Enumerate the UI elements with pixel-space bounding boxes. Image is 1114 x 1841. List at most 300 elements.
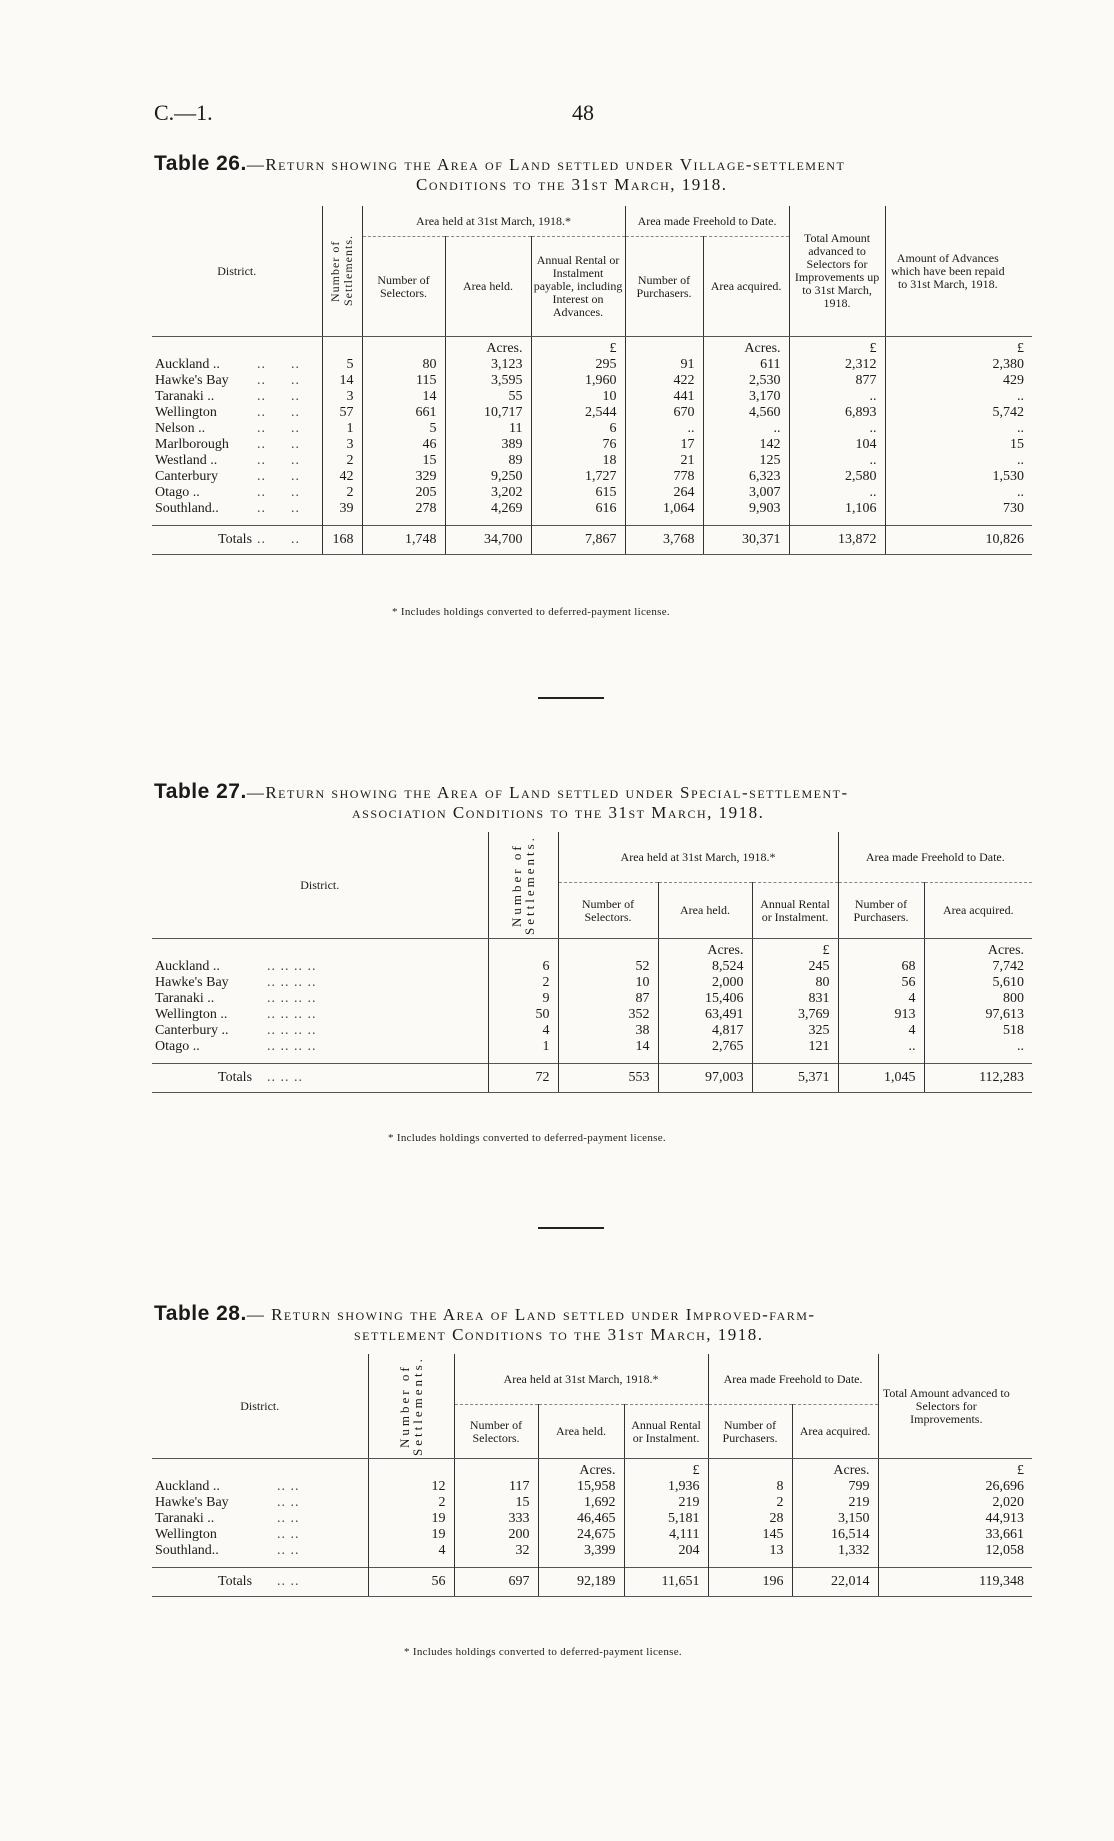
table-row [152, 1039, 1032, 1055]
unit-pounds: £ [885, 337, 1032, 358]
district-name: Canterbury [155, 469, 218, 484]
table-cell: 19 [368, 1511, 454, 1527]
table26-body [152, 337, 1032, 555]
table-cell: 352 [558, 1007, 658, 1023]
table-cell: 3 [322, 437, 362, 453]
district-name: Wellington .. [155, 1007, 228, 1022]
table27-totals-row [152, 1064, 1032, 1093]
table-cell: 8,524 [658, 959, 752, 975]
unit-acres: Acres. [445, 337, 531, 358]
table-cell: 2,312 [789, 357, 885, 373]
table-cell: 11 [445, 421, 531, 437]
table-cell: .. [789, 389, 885, 405]
leader-dots: .. [291, 405, 300, 420]
leader-dots: .. .. .. .. [267, 1039, 317, 1054]
table28-area-acquired-header: Area acquired. [792, 1405, 878, 1459]
table28-area-held-group: Area held at 31st March, 1918.* [454, 1354, 708, 1405]
table28-header-row1 [152, 1354, 1032, 1405]
table-cell: 15 [362, 453, 445, 469]
table-cell: 56 [838, 975, 924, 991]
table-row [152, 501, 1032, 517]
table-cell: 5 [322, 357, 362, 373]
table-cell: 3,769 [752, 1007, 838, 1023]
table-cell: 518 [924, 1023, 1032, 1039]
table-cell: 30,371 [703, 526, 789, 555]
leader-dots: .. .. .. .. [267, 959, 317, 974]
table-cell: 219 [792, 1495, 878, 1511]
table-cell: 4,560 [703, 405, 789, 421]
table-cell: 22,014 [792, 1568, 878, 1597]
table26-freehold-group: Area made Freehold to Date. [625, 206, 789, 237]
table-cell: 57 [322, 405, 362, 421]
table-cell: 441 [625, 389, 703, 405]
table28-freehold-group: Area made Freehold to Date. [708, 1354, 878, 1405]
table-cell: 799 [792, 1479, 878, 1495]
table-cell: .. [885, 389, 1032, 405]
table28-district-header: District. [152, 1354, 368, 1459]
table-cell: 5,742 [885, 405, 1032, 421]
table-row [152, 389, 1032, 405]
leader-dots: .. [288, 526, 322, 555]
table-cell: 422 [625, 373, 703, 389]
unit-pounds: £ [789, 337, 885, 358]
table-cell: 76 [531, 437, 625, 453]
table-cell: 3,150 [792, 1511, 878, 1527]
table26-title-line1: —Return showing the Area of Land settled under Village-settlement [246, 155, 846, 174]
table-cell: .. [885, 421, 1032, 437]
table-row [152, 453, 1032, 469]
table-cell: 3,595 [445, 373, 531, 389]
table-cell: 877 [789, 373, 885, 389]
table-cell: .. [703, 421, 789, 437]
table-cell: 14 [362, 389, 445, 405]
table-cell: 553 [558, 1064, 658, 1093]
table-cell: 6,893 [789, 405, 885, 421]
leader-dots: .. .. [277, 1527, 300, 1542]
table-cell: 2 [322, 453, 362, 469]
table26-area-acquired-header: Area acquired. [703, 237, 789, 337]
table-cell: 1,692 [538, 1495, 624, 1511]
table26-purchasers-header: Number of Purchasers. [625, 237, 703, 337]
table-cell: .. [789, 453, 885, 469]
table28-selectors-header: Number of Selectors. [454, 1405, 538, 1459]
table-row [152, 437, 1032, 453]
leader-dots: .. .. [277, 1511, 300, 1526]
district-name: Canterbury .. [155, 1023, 229, 1038]
table-row [152, 421, 1032, 437]
table28-label: Table 28. [154, 1302, 247, 1325]
table-cell: 119,348 [878, 1568, 1032, 1597]
table-cell: 26,696 [878, 1479, 1032, 1495]
table26-repaid-header: Amount of Advances which have been repaid to 31st March, 1918. [885, 206, 1032, 337]
table26-title [154, 154, 1034, 195]
table-cell: .. [885, 453, 1032, 469]
table28-body [152, 1459, 1032, 1597]
table-cell: 125 [703, 453, 789, 469]
table-row [152, 469, 1032, 485]
page-number: 48 [572, 100, 594, 125]
table-cell: 10,826 [885, 526, 1032, 555]
table-cell: 68 [838, 959, 924, 975]
unit-acres: Acres. [792, 1459, 878, 1480]
table26-header-row1 [152, 206, 1032, 237]
table-cell: 6 [488, 959, 558, 975]
table-cell: 46 [362, 437, 445, 453]
table-cell: 56 [368, 1568, 454, 1597]
table28-units-row [152, 1459, 1032, 1480]
table-cell: 1,106 [789, 501, 885, 517]
district-name: Taranaki .. [155, 991, 215, 1006]
table-cell: 14 [322, 373, 362, 389]
table-cell: 145 [708, 1527, 792, 1543]
table-cell: 2,765 [658, 1039, 752, 1055]
table-cell: 4 [838, 991, 924, 1007]
table-cell: 50 [488, 1007, 558, 1023]
table-cell: 730 [885, 501, 1032, 517]
leader-dots: .. .. [277, 1479, 300, 1494]
table-cell: 2,580 [789, 469, 885, 485]
table-cell: 33,661 [878, 1527, 1032, 1543]
table28-purchasers-header: Number of Purchasers. [708, 1405, 792, 1459]
table-cell: 80 [752, 975, 838, 991]
district-name: Auckland .. [155, 1479, 220, 1494]
unit-pounds: £ [878, 1459, 1032, 1480]
table-cell: 778 [625, 469, 703, 485]
table-cell: 89 [445, 453, 531, 469]
spacer-row [152, 1559, 1032, 1568]
table-cell: 13 [708, 1543, 792, 1559]
table-cell: 97,003 [658, 1064, 752, 1093]
table-row [152, 959, 1032, 975]
table-cell: .. [924, 1039, 1032, 1055]
table-cell: 5,371 [752, 1064, 838, 1093]
section-divider [538, 1227, 604, 1229]
district-name: Auckland .. [155, 357, 220, 372]
table-cell: 204 [624, 1543, 708, 1559]
table28-title [154, 1304, 1034, 1345]
table27-area-held-header: Area held. [658, 883, 752, 939]
table-cell: 295 [531, 357, 625, 373]
leader-dots: .. [257, 501, 266, 516]
leader-dots: .. [291, 389, 300, 404]
table-cell: 5 [362, 421, 445, 437]
table26-label: Table 26. [154, 152, 247, 175]
district-name: Westland .. [155, 453, 218, 468]
table-cell: 1,727 [531, 469, 625, 485]
table26-title-line2: Conditions to the 31st March, 1918. [416, 175, 728, 194]
district-name: Southland.. [155, 501, 219, 516]
table-cell: 6,323 [703, 469, 789, 485]
table26-district-header: District. [152, 206, 322, 337]
table-cell: .. [789, 485, 885, 501]
leader-dots: .. .. [277, 1543, 300, 1558]
table-cell: 1 [488, 1039, 558, 1055]
table-cell: 112,283 [924, 1064, 1032, 1093]
table-cell: 670 [625, 405, 703, 421]
table-cell: 168 [322, 526, 362, 555]
spacer-row [152, 517, 1032, 526]
table-cell: 1,748 [362, 526, 445, 555]
table28-totals-row [152, 1568, 1032, 1597]
table27-body [152, 939, 1032, 1093]
table-cell: 3,123 [445, 357, 531, 373]
table-cell: 1,960 [531, 373, 625, 389]
table-cell: 104 [789, 437, 885, 453]
table-cell: 661 [362, 405, 445, 421]
table-cell: 3 [322, 389, 362, 405]
table-row [152, 357, 1032, 373]
table26-area-held-header: Area held. [445, 237, 531, 337]
unit-acres: Acres. [703, 337, 789, 358]
table-cell: 142 [703, 437, 789, 453]
table28-total-advanced-header: Total Amount advanced to Selectors for Improvements. [878, 1354, 1032, 1459]
unit-pounds: £ [531, 337, 625, 358]
table-cell: 1,064 [625, 501, 703, 517]
leader-dots: .. .. .. [264, 1064, 488, 1093]
table-cell: 4 [488, 1023, 558, 1039]
district-name: Marlborough [155, 437, 229, 452]
table-cell: 1,530 [885, 469, 1032, 485]
table-cell: 2 [708, 1495, 792, 1511]
table-cell: 616 [531, 501, 625, 517]
table-cell: 13,872 [789, 526, 885, 555]
table-cell: .. [838, 1039, 924, 1055]
district-name: Wellington [155, 1527, 217, 1542]
table-row [152, 1007, 1032, 1023]
unit-acres: Acres. [658, 939, 752, 960]
table-row [152, 373, 1032, 389]
table-cell: 55 [445, 389, 531, 405]
table-cell: 3,170 [703, 389, 789, 405]
table-cell: 4 [838, 1023, 924, 1039]
table28-area-held-header: Area held. [538, 1405, 624, 1459]
table-cell: .. [885, 485, 1032, 501]
table-row [152, 485, 1032, 501]
table27-purchasers-header: Number of Purchasers. [838, 883, 924, 939]
table-cell: 46,465 [538, 1511, 624, 1527]
table-cell: 12,058 [878, 1543, 1032, 1559]
leader-dots: .. .. .. .. [267, 991, 317, 1006]
unit-pounds: £ [752, 939, 838, 960]
table-cell: 389 [445, 437, 531, 453]
table-row [152, 975, 1032, 991]
leader-dots: .. [291, 453, 300, 468]
leader-dots: .. [257, 485, 266, 500]
table27-area-held-group: Area held at 31st March, 1918.* [558, 832, 838, 883]
district-name: Taranaki .. [155, 389, 215, 404]
table-cell: 329 [362, 469, 445, 485]
leader-dots: .. [257, 389, 266, 404]
table-row [152, 1543, 1032, 1559]
table27-rental-header: Annual Rental or Instalment. [752, 883, 838, 939]
table-row [152, 1527, 1032, 1543]
table-cell: 3,202 [445, 485, 531, 501]
table-row [152, 1479, 1032, 1495]
table-cell: 9 [488, 991, 558, 1007]
table-cell: 18 [531, 453, 625, 469]
table26-rental-header: Annual Rental or Instalment payable, including Interest on Advances. [531, 237, 625, 337]
leader-dots: .. [257, 453, 266, 468]
district-name: Otago .. [155, 1039, 200, 1054]
table-cell: 697 [454, 1568, 538, 1597]
leader-dots: .. [254, 526, 288, 555]
table-cell: 44,913 [878, 1511, 1032, 1527]
table-cell: 16,514 [792, 1527, 878, 1543]
table-cell: 5,610 [924, 975, 1032, 991]
table27-title-line2: association Conditions to the 31st March, 1918. [352, 803, 765, 822]
table-cell: 14 [558, 1039, 658, 1055]
table-cell: 615 [531, 485, 625, 501]
table-cell: .. [625, 421, 703, 437]
table-cell: 115 [362, 373, 445, 389]
table-cell: 15 [454, 1495, 538, 1511]
table26-area-held-group: Area held at 31st March, 1918.* [362, 206, 625, 237]
table-cell: 19 [368, 1527, 454, 1543]
table-cell: 11,651 [624, 1568, 708, 1597]
table28-settlements-header: Number of Settlements. [368, 1354, 454, 1459]
table-cell: 2,530 [703, 373, 789, 389]
table-cell: 200 [454, 1527, 538, 1543]
table-cell: 2 [322, 485, 362, 501]
leader-dots: .. [257, 373, 266, 388]
table27-title [154, 782, 1034, 823]
unit-acres: Acres. [924, 939, 1032, 960]
district-name: Otago .. [155, 485, 200, 500]
table26-footnote: * Includes holdings converted to deferred-payment license. [392, 606, 670, 618]
table-cell: 117 [454, 1479, 538, 1495]
table-cell: 92,189 [538, 1568, 624, 1597]
table-cell: 15,406 [658, 991, 752, 1007]
table-cell: 15,958 [538, 1479, 624, 1495]
table27-selectors-header: Number of Selectors. [558, 883, 658, 939]
leader-dots: .. [291, 485, 300, 500]
totals-label: Totals [152, 1568, 274, 1597]
table28 [152, 1354, 1032, 1597]
table-cell: 611 [703, 357, 789, 373]
table-cell: 3,399 [538, 1543, 624, 1559]
table27-freehold-group: Area made Freehold to Date. [838, 832, 1032, 883]
table-cell: 8 [708, 1479, 792, 1495]
table-cell: 205 [362, 485, 445, 501]
table27-units-row [152, 939, 1032, 960]
leader-dots: .. .. [277, 1495, 300, 1510]
table-cell: 4,111 [624, 1527, 708, 1543]
table-cell: 196 [708, 1568, 792, 1597]
table-cell: 2,020 [878, 1495, 1032, 1511]
table-cell: 4,269 [445, 501, 531, 517]
leader-dots: .. [257, 469, 266, 484]
table-cell: 42 [322, 469, 362, 485]
table-cell: 10 [531, 389, 625, 405]
table27-footnote: * Includes holdings converted to deferred-payment license. [388, 1132, 666, 1144]
table-cell: 3,768 [625, 526, 703, 555]
table26-units-row [152, 337, 1032, 358]
leader-dots: .. [291, 437, 300, 452]
leader-dots: .. .. [274, 1568, 368, 1597]
table27-title-line1: —Return showing the Area of Land settled under Special-settlement- [246, 783, 849, 802]
table-cell: 2,000 [658, 975, 752, 991]
leader-dots: .. [257, 421, 266, 436]
table-cell: 12 [368, 1479, 454, 1495]
table-cell: 28 [708, 1511, 792, 1527]
table-cell: 80 [362, 357, 445, 373]
table-row [152, 991, 1032, 1007]
table-cell: 52 [558, 959, 658, 975]
table27 [152, 832, 1032, 1093]
leader-dots: .. .. .. .. [267, 1007, 317, 1022]
table-cell: 831 [752, 991, 838, 1007]
table-cell: 72 [488, 1064, 558, 1093]
table-cell: 1 [322, 421, 362, 437]
table-cell: 219 [624, 1495, 708, 1511]
table28-title-line2: settlement Conditions to the 31st March, 1918. [354, 1325, 764, 1344]
table-cell: 1,045 [838, 1064, 924, 1093]
unit-pounds: £ [624, 1459, 708, 1480]
table-cell: 87 [558, 991, 658, 1007]
table-cell: 38 [558, 1023, 658, 1039]
leader-dots: .. [291, 501, 300, 516]
table-cell: 32 [454, 1543, 538, 1559]
district-name: Wellington [155, 405, 217, 420]
table27-area-acquired-header: Area acquired. [924, 883, 1032, 939]
table-row [152, 1023, 1032, 1039]
totals-label: Totals [152, 1064, 264, 1093]
district-name: Taranaki .. [155, 1511, 215, 1526]
section-divider [538, 697, 604, 699]
table-cell: 24,675 [538, 1527, 624, 1543]
table-row [152, 405, 1032, 421]
district-name: Hawke's Bay [155, 373, 229, 388]
totals-label: Totals [152, 526, 254, 555]
table-cell: 4,817 [658, 1023, 752, 1039]
leader-dots: .. [291, 421, 300, 436]
table26-total-advanced-header: Total Amount advanced to Selectors for Improvements up to 31st March, 1918. [789, 206, 885, 337]
table-cell: 34,700 [445, 526, 531, 555]
table26-totals-row [152, 526, 1032, 555]
table-cell: 3,007 [703, 485, 789, 501]
table-cell: 91 [625, 357, 703, 373]
leader-dots: .. [257, 437, 266, 452]
district-name: Nelson .. [155, 421, 206, 436]
table-cell: 39 [322, 501, 362, 517]
table-cell: 6 [531, 421, 625, 437]
table-cell: 2,380 [885, 357, 1032, 373]
table28-rental-header: Annual Rental or Instalment. [624, 1405, 708, 1459]
table-cell: 9,250 [445, 469, 531, 485]
table-cell: 1,936 [624, 1479, 708, 1495]
spacer-row [152, 1055, 1032, 1064]
leader-dots: .. .. .. .. [267, 1023, 317, 1038]
table28-title-line1: — Return showing the Area of Land settled under Improved-farm- [246, 1305, 816, 1324]
table-cell: 913 [838, 1007, 924, 1023]
table-cell: 10 [558, 975, 658, 991]
unit-acres: Acres. [538, 1459, 624, 1480]
leader-dots: .. [257, 405, 266, 420]
table-row [152, 1511, 1032, 1527]
table26-settlements-header: Number of Settlements. [322, 206, 362, 337]
table-cell: 429 [885, 373, 1032, 389]
document-series: C.—1. [154, 100, 213, 125]
table-cell: 17 [625, 437, 703, 453]
leader-dots: .. .. .. .. [267, 975, 317, 990]
table-cell: 9,903 [703, 501, 789, 517]
table27-settlements-header: Number of Settlements. [488, 832, 558, 939]
table-cell: .. [789, 421, 885, 437]
table-cell: 278 [362, 501, 445, 517]
table-cell: 7,742 [924, 959, 1032, 975]
table-cell: 264 [625, 485, 703, 501]
table-cell: 5,181 [624, 1511, 708, 1527]
